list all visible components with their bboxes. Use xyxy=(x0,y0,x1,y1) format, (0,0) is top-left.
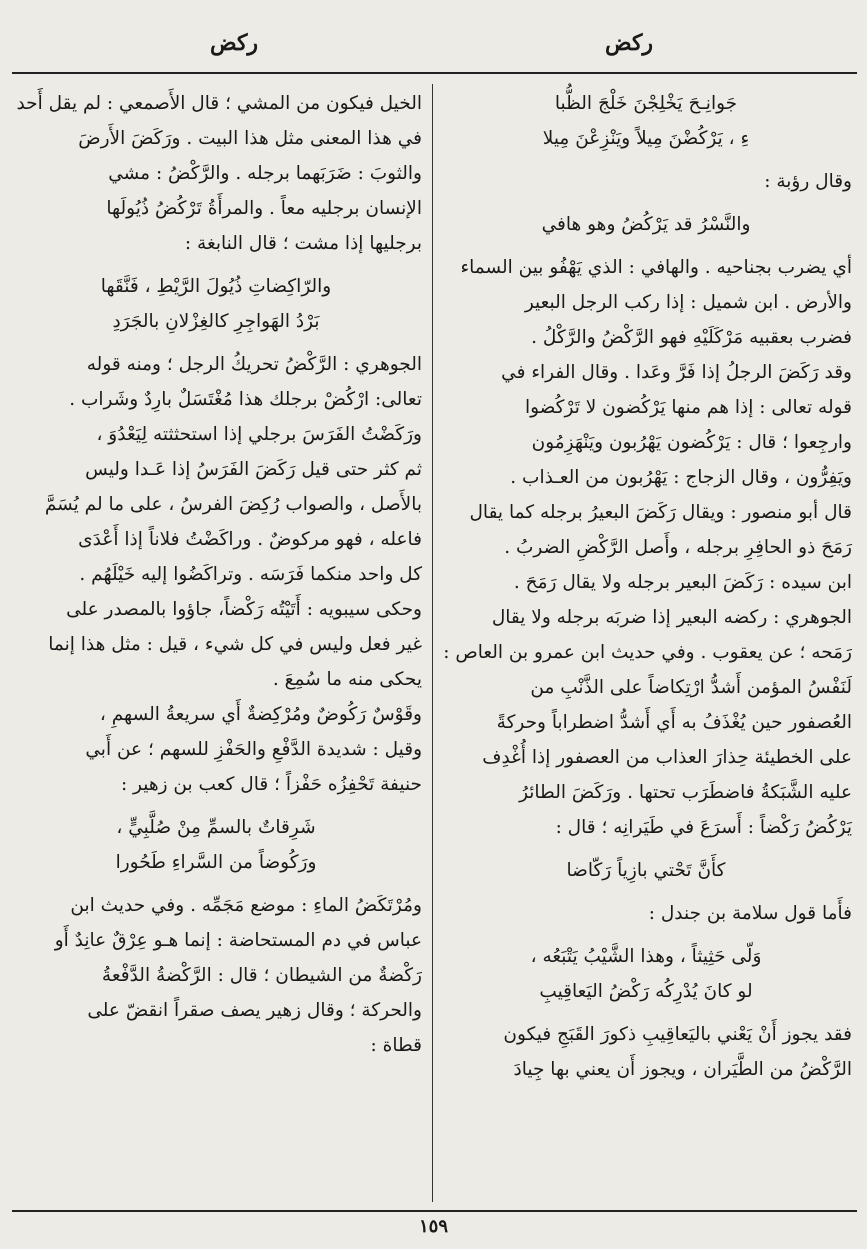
text-line: والثوبَ : ضَرَبَهما برجله . والرَّكْضُ : مشي xyxy=(108,163,422,184)
verse-line: جَوانِـحَ يَخْلِجْنَ خَلْجَ الظُّبا xyxy=(554,93,738,114)
text-line: برجليها إذا مشت ؛ قال النابغة : xyxy=(184,233,422,254)
text-line: على الخطيئة حِذارَ العذاب من العصفور إذا أُغْدِف xyxy=(482,747,852,768)
footer-rule xyxy=(12,1210,857,1212)
text-line: تعالى: ارْكُضْ برجلك هذا مُغْتَسَلٌ بارِدٌ وشَراب . xyxy=(69,389,422,410)
text-line: ثم كثر حتى قيل رَكَضَ الفَرَسُ إذا عَـدا وليس xyxy=(85,459,422,480)
verse-line: بَرْدُ الهَواجِرِ كالغِزْلانِ بالجَرَدِ xyxy=(112,311,320,332)
text-line: وقد رَكَضَ الرجلُ إذا فَرَّ وعَدا . وقال الفراء في xyxy=(501,362,852,383)
text-line: أي يضرب بجناحيه . والهافي : الذي يَهْفُو بين السماء xyxy=(460,257,852,278)
text-line: وقيل : شديدة الدَّفْعِ والحَفْزِ للسهم ؛ عن أَبي xyxy=(85,739,422,760)
text-line: كل واحد منكما فَرَسَه . وتراكَضُوا إليه خَيْلَهُم . xyxy=(79,564,422,585)
text-line: ويَفِرُّون ، وقال الزجاج : يَهْرُبون من العـذاب . xyxy=(510,467,852,488)
text-line: عباس في دم المستحاضة : إنما هـو عِرْقٌ عانِدٌ أَو xyxy=(54,930,422,951)
page-header xyxy=(0,30,867,70)
text-line: رَمَحه ؛ عن يعقوب . وفي حديث ابن عمرو بن العاص : xyxy=(443,642,852,663)
verse-line: كأَنَّ تَحْتي بازِياً رَكّاضا xyxy=(566,860,726,881)
text-line: العُصفور حين يُغْذَفُ به أَي أَشدُّ اضطراباً وحركةً xyxy=(496,712,852,733)
text-line: حنيفة تَحْفِزُه حَفْزاً ؛ قال كعب بن زهير : xyxy=(120,774,422,795)
text-line: الجوهري : ركضه البعير إذا ضربَه برجله ولا يقال xyxy=(491,607,852,628)
text-line: فقد يجوز أَنْ يَعْني باليَعاقِيبِ ذكورَ القَبَجِ فيكون xyxy=(503,1024,852,1045)
verse-line: وَلّى حَثِيثاً ، وهذا الشَّيْبُ يَتْبَعُه ، xyxy=(530,946,762,967)
text-line: والحركة ؛ وقال زهير يصف صقراً انقضّ على xyxy=(87,1000,422,1021)
text-line: والأرض . ابن شميل : إذا ركب الرجل البعير xyxy=(524,292,852,313)
text-line: رَمَحَ ذو الحافِرِ برجله ، وأَصل الرَّكْضِ الضربُ . xyxy=(504,537,852,558)
text-line: فاعله ، فهو مركوضٌ . وراكَضْتُ فلاناً إذا أَعْدَى xyxy=(78,529,422,550)
verse-line: والرّاكِضاتِ ذُيُولَ الرَّيْطِ ، فَنَّقَها xyxy=(100,276,332,297)
verse-line: شَرِقاتٌ بالسمِّ مِنْ صُلَّبِيٍّ ، xyxy=(116,817,316,838)
text-line: ورَكَضْتُ الفَرَسَ برجلي إذا استحثثته لِيَعْدُوَ ، xyxy=(96,424,422,445)
right-column xyxy=(440,86,852,1087)
text-line: فضرب بعقبيه مَرْكَلَيْهِ فهو الرَّكْضُ والرَّكْلُ . xyxy=(531,327,852,348)
running-headword-left: ركض xyxy=(210,30,259,56)
text-line: ابن سيده : رَكَضَ البعير برجله ولا يقال رَمَحَ . xyxy=(513,572,852,593)
text-line: قوله تعالى : إذا هم منها يَرْكُضون لا تَرْكُضوا xyxy=(524,397,852,418)
running-headword-right: ركض xyxy=(605,30,654,56)
text-line: يَرْكُضُ رَكْضاً : أَسرَعَ في طَيَرانِه ؛ قال : xyxy=(555,817,852,838)
text-line: في هذا المعنى مثل هذا البيت . ورَكَضَ الأَرضَ xyxy=(78,128,422,149)
paragraph: فأَما قول سلامة بن جندل : xyxy=(648,903,852,924)
text-line: الإنسان برجليه معاً . والمرأَةُ تَرْكُضُ ذُيُولَها xyxy=(106,198,422,219)
verse-line: لو كانَ يُدْرِكُه رَكْضُ اليَعاقِيبِ xyxy=(539,981,753,1002)
text-line: وحكى سيبويه : أَتَيْتُه رَكْضاً، جاؤوا بالمصدر على xyxy=(66,599,422,620)
text-line: عليه الشَّبَكةُ فاضطَرَب تحتها . ورَكَضَ الطائرُ xyxy=(519,782,852,803)
text-line: يحكى منه ما سُمِعَ . xyxy=(272,669,422,690)
page-number: ١٥٩ xyxy=(418,1216,448,1237)
text-line: بالأَصل ، والصواب رُكِضَ الفرسُ ، على ما لم يُسَمَّ xyxy=(44,494,422,515)
text-line: رَكْضةٌ من الشيطان ؛ قال : الرَّكْضةُ الدَّفْعةُ xyxy=(101,965,422,986)
text-line: الجوهري : الرَّكْضُ تحريكُ الرجل ؛ ومنه قوله xyxy=(86,354,422,375)
text-line: الخيل فيكون من المشي ؛ قال الأَصمعي : لم يقل أَحد xyxy=(16,93,422,114)
verse-line: ورَكُوضاً من السَّراءِ طَحُورا xyxy=(115,852,317,873)
verse-line: والنَّسْرُ قد يَرْكُضُ وهو هافي xyxy=(541,214,751,235)
text-line: قطاة : xyxy=(370,1035,422,1056)
header-rule xyxy=(12,72,857,74)
column-divider xyxy=(432,84,433,1202)
text-line: ومُرْتَكَضُ الماءِ : موضع مَجَمِّه . وفي حديث ابن xyxy=(70,895,422,916)
text-line: الرَّكْضُ من الطَّيَران ، ويجوز أَن يعني بها جِيادَ xyxy=(513,1059,852,1080)
text-line: وقَوْسٌ رَكُوضٌ ومُرْكِضةٌ أَي سريعةُ السهمِ ، xyxy=(99,704,422,725)
text-line: وارجِعوا ؛ قال : يَرْكُضون يَهْرُبون ويَنْهَزِمُون xyxy=(531,432,852,453)
text-line: لَنَفْسُ المؤمن أَشدُّ ارْتِكاضاً على الذَّنْبِ من xyxy=(530,677,852,698)
text-line: قال أبو منصور : ويقال رَكَضَ البعيرُ برجله كما يقال xyxy=(469,502,852,523)
paragraph: وقال رؤبة : xyxy=(764,171,852,192)
text-line: غير فعل وليس في كل شيء ، قيل : مثل هذا إنما xyxy=(48,634,422,655)
verse-line: ءِ ، يَرْكُضْنَ مِيلاً ويَنْزِعْنَ مِيلا xyxy=(542,128,750,149)
left-column xyxy=(10,86,422,1063)
